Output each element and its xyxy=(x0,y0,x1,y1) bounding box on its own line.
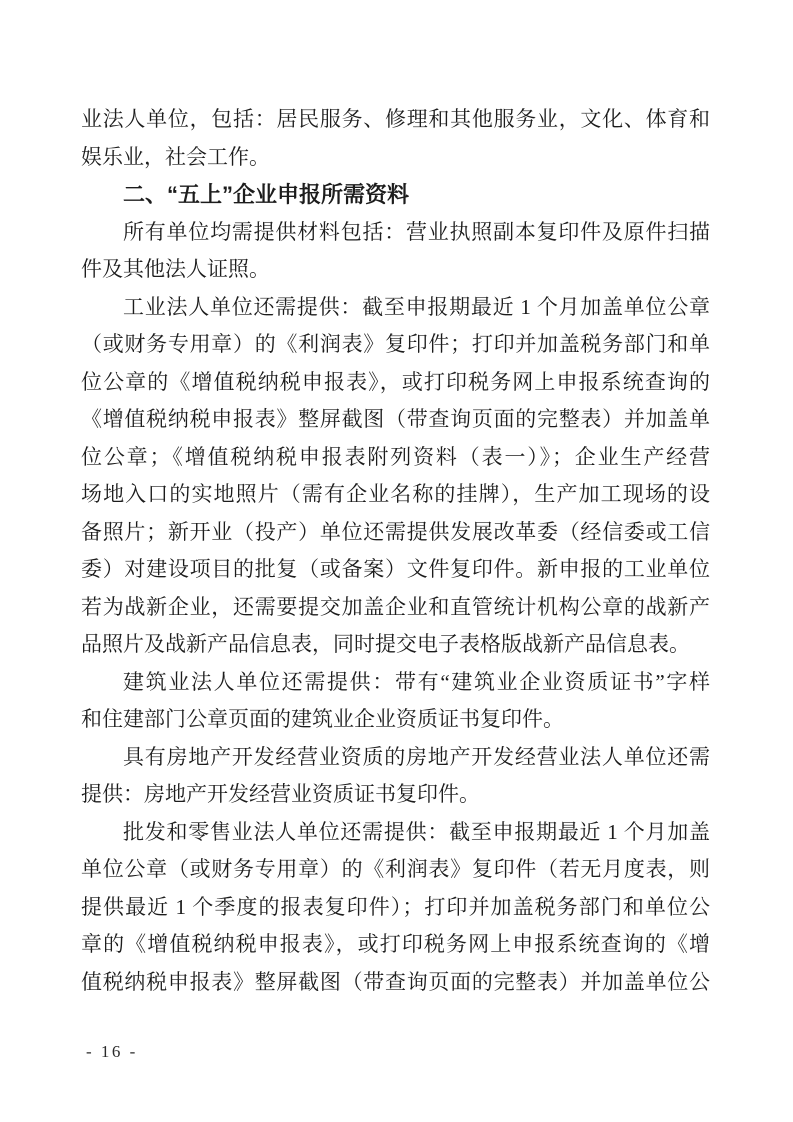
text-line: 值税纳税申报表》整屏截图（带查询页面的完整表）并加盖单位公 xyxy=(81,969,710,994)
text-line: 单位公章（或财务专用章）的《利润表》复印件（若无月度表，则 xyxy=(81,857,710,881)
page-number: - 16 - xyxy=(86,1042,138,1061)
text-line: 建筑业法人单位还需提供：带有“建筑业企业资质证书”字样 xyxy=(123,669,710,694)
text-line: 提供：房地产开发经营业资质证书复印件。 xyxy=(81,782,480,806)
document-body xyxy=(81,101,710,1001)
text-line: 位公章；《增值税纳税申报表附列资料（表一）》；企业生产经营 xyxy=(81,444,710,469)
text-line: 业法人单位，包括：居民服务、修理和其他服务业，文化、体育和 xyxy=(81,107,710,131)
text-line: 提供最近 1 个季度的报表复印件）；打印并加盖税务部门和单位公 xyxy=(81,894,710,919)
text-line: 品照片及战新产品信息表，同时提交电子表格版战新产品信息表。 xyxy=(81,632,690,656)
text-line: 件及其他法人证照。 xyxy=(81,257,270,281)
text-line: 场地入口的实地照片（需有企业名称的挂牌），生产加工现场的设 xyxy=(81,482,710,506)
text-line: 章的《增值税纳税申报表》，或打印税务网上申报系统查询的《增 xyxy=(81,932,710,956)
text-line: （或财务专用章）的《利润表》复印件；打印并加盖税务部门和单 xyxy=(81,332,710,356)
text-line: 批发和零售业法人单位还需提供：截至申报期最近 1 个月加盖 xyxy=(123,819,710,844)
text-line: 位公章的《增值税纳税申报表》，或打印税务网上申报系统查询的 xyxy=(81,369,710,394)
text-line: 《增值税纳税申报表》整屏截图（带查询页面的完整表）并加盖单 xyxy=(81,407,710,431)
text-line: 委）对建设项目的批复（或备案）文件复印件。新申报的工业单位 xyxy=(81,557,710,581)
text-line: 所有单位均需提供材料包括：营业执照副本复印件及原件扫描 xyxy=(123,219,710,244)
text-line: 和住建部门公章页面的建筑业企业资质证书复印件。 xyxy=(81,707,564,731)
text-line: 工业法人单位还需提供：截至申报期最近 1 个月加盖单位公章 xyxy=(123,294,710,319)
text-line: 具有房地产开发经营业资质的房地产开发经营业法人单位还需 xyxy=(123,744,710,769)
text-line: 娱乐业，社会工作。 xyxy=(81,144,270,169)
text-line: 若为战新企业，还需要提交加盖企业和直管统计机构公章的战新产 xyxy=(81,594,710,619)
section-heading: 二、“五上”企业申报所需资料 xyxy=(123,182,410,207)
text-line: 备照片；新开业（投产）单位还需提供发展改革委（经信委或工信 xyxy=(81,519,710,544)
